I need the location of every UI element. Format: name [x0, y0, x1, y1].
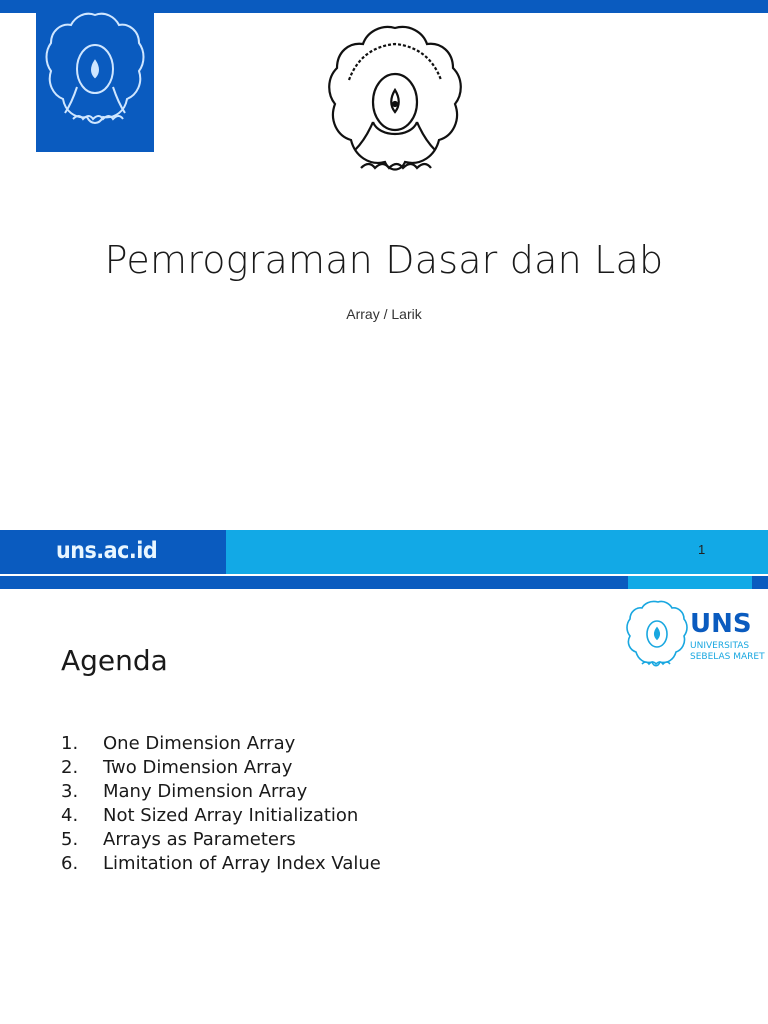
uns-emblem-icon	[628, 598, 765, 678]
uns-logo	[628, 598, 765, 683]
agenda-item	[61, 732, 381, 756]
agenda-item-label: Two Dimension Array	[103, 757, 293, 778]
emblem-icon	[43, 7, 147, 145]
center-emblem	[313, 22, 477, 193]
agenda-item	[61, 852, 381, 876]
top-bar-accent	[628, 576, 752, 589]
agenda-item-label: Limitation of Array Index Value	[103, 853, 381, 874]
agenda-item	[61, 804, 381, 828]
slide-subtitle: Array / Larik	[346, 306, 422, 322]
agenda-slide	[0, 576, 768, 1024]
agenda-item-label: One Dimension Array	[103, 733, 296, 754]
agenda-item-number: 5.	[61, 829, 79, 850]
footer-url: uns.ac.id	[56, 538, 158, 564]
page-number: 1	[698, 542, 706, 557]
agenda-item-number: 4.	[61, 805, 79, 826]
agenda-item-label: Not Sized Array Initialization	[103, 805, 359, 826]
university-emblem-box	[36, 0, 154, 152]
agenda-item-number: 1.	[61, 733, 79, 754]
svg-text:UNS: UNS	[690, 609, 752, 639]
agenda-item	[61, 828, 381, 852]
agenda-item-label: Many Dimension Array	[103, 781, 308, 802]
agenda-title: Agenda	[61, 644, 168, 677]
svg-text:SEBELAS MARET: SEBELAS MARET	[690, 652, 765, 662]
agenda-item	[61, 780, 381, 804]
agenda-item	[61, 756, 381, 780]
agenda-item-number: 2.	[61, 757, 79, 778]
agenda-item-number: 3.	[61, 781, 79, 802]
slide-title: Pemrograman Dasar dan Lab	[104, 238, 664, 282]
agenda-list	[61, 732, 381, 876]
agenda-item-label: Arrays as Parameters	[103, 829, 296, 850]
svg-text:UNIVERSITAS: UNIVERSITAS	[690, 641, 750, 651]
agenda-item-number: 6.	[61, 853, 79, 874]
footer-right-band	[226, 530, 768, 574]
emblem-outline-icon	[313, 22, 477, 188]
